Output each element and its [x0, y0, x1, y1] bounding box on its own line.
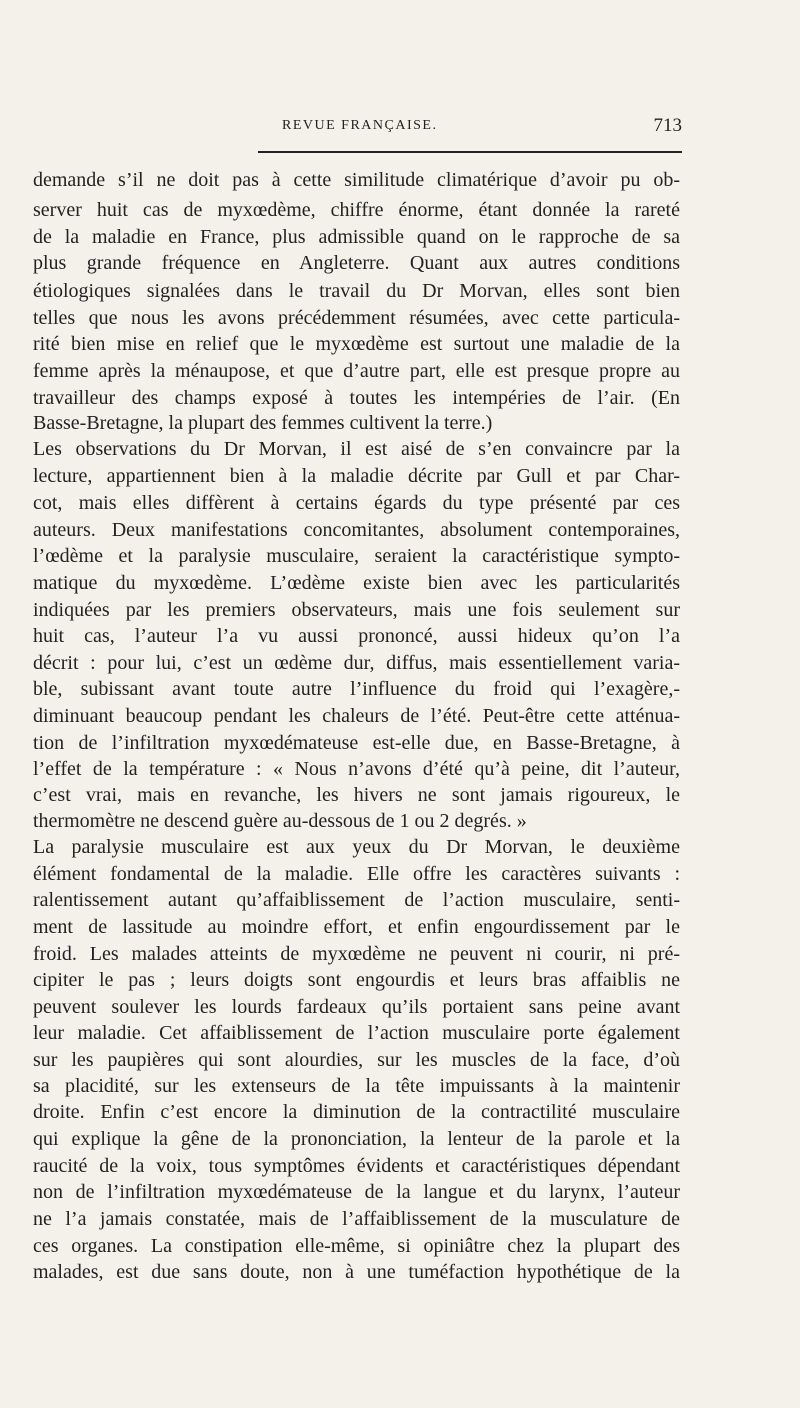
text-line: peuvent soulever les lourds fardeaux qu’ils portaient sans peine avant — [33, 996, 680, 1018]
text-line: La paralysie musculaire est aux yeux du Dr Morvan, le deuxième — [33, 836, 680, 858]
text-line: sur les paupières qui sont alourdies, sur les muscles de la face, d’où — [33, 1049, 680, 1071]
text-line: cipiter le pas ; leurs doigts sont engourdis et leurs bras affaiblis ne — [33, 969, 680, 991]
page-header — [258, 115, 682, 138]
text-line: ces organes. La constipation elle-même, si opiniâtre chez la plupart des — [33, 1235, 680, 1257]
text-line: plus grande fréquence en Angleterre. Quant aux autres conditions — [33, 252, 680, 274]
text-line: ralentissement autant qu’affaiblissement de l’action musculaire, senti- — [33, 889, 680, 911]
text-line: c’est vrai, mais en revanche, les hivers ne sont jamais rigoureux, le — [33, 784, 680, 806]
text-line: sa placidité, sur les extenseurs de la tête impuissants à la maintenir — [33, 1075, 680, 1097]
text-line: auteurs. Deux manifestations concomitantes, absolument contemporaines, — [33, 519, 680, 541]
text-line: raucité de la voix, tous symptômes évidents et caractéristiques dépendant — [33, 1155, 680, 1177]
text-line: server huit cas de myxœdème, chiffre énorme, étant donnée la rareté — [33, 199, 680, 221]
text-line: demande s’il ne doit pas à cette similitude climatérique d’avoir pu ob- — [33, 169, 680, 191]
text-line: ment de lassitude au moindre effort, et enfin engourdissement par le — [33, 916, 680, 938]
text-line: droite. Enfin c’est encore la diminution de la contractilité musculaire — [33, 1101, 680, 1123]
text-line: telles que nous les avons précédemment résumées, avec cette particula- — [33, 307, 680, 329]
text-line: thermomètre ne descend guère au-dessous de 1 ou 2 degrés. » — [33, 810, 527, 832]
text-line: élément fondamental de la maladie. Elle offre les caractères suivants : — [33, 863, 680, 885]
text-line: l’effet de la température : « Nous n’avons d’été qu’à peine, dit l’auteur, — [33, 758, 680, 780]
text-line: qui explique la gêne de la prononciation, la lenteur de la parole et la — [33, 1128, 680, 1150]
running-title: REVUE FRANÇAISE. — [282, 118, 438, 133]
text-line: travailleur des champs exposé à toutes les intempéries de l’air. (En — [33, 387, 680, 409]
text-line: Les observations du Dr Morvan, il est aisé de s’en convaincre par la — [33, 438, 680, 460]
page-number: 713 — [653, 115, 682, 136]
text-line: l’œdème et la paralysie musculaire, seraient la caractéristique sympto- — [33, 545, 680, 567]
text-line: diminuant beaucoup pendant les chaleurs de l’été. Peut-être cette atténua- — [33, 705, 680, 727]
header-rule — [258, 151, 682, 153]
text-line: indiquées par les premiers observateurs, mais une fois seulement sur — [33, 599, 680, 621]
text-line: tion de l’infiltration myxœdémateuse est-elle due, en Basse-Bretagne, à — [33, 732, 680, 754]
text-line: ble, subissant avant toute autre l’influence du froid qui l’exagère,- — [33, 678, 680, 700]
text-line: froid. Les malades atteints de myxœdème ne peuvent ni courir, ni pré- — [33, 943, 680, 965]
text-line: malades, est due sans doute, non à une tuméfaction hypothétique de la — [33, 1261, 680, 1283]
text-line: non de l’infiltration myxœdémateuse de la langue et du larynx, l’auteur — [33, 1181, 680, 1203]
text-line: leur maladie. Cet affaiblissement de l’action musculaire porte également — [33, 1022, 680, 1044]
text-line: de la maladie en France, plus admissible quand on le rapproche de sa — [33, 226, 680, 248]
text-line: ne l’a jamais constatée, mais de l’affaiblissement de la musculature de — [33, 1208, 680, 1230]
text-line: Basse-Bretagne, la plupart des femmes cultivent la terre.) — [33, 412, 493, 434]
text-line: huit cas, l’auteur l’a vu aussi prononcé, aussi hideux qu’on l’a — [33, 625, 680, 647]
text-line: matique du myxœdème. L’œdème existe bien avec les particularités — [33, 572, 680, 594]
text-line: lecture, appartiennent bien à la maladie décrite par Gull et par Char- — [33, 465, 680, 487]
text-line: femme après la ménaupose, et que d’autre part, elle est presque propre au — [33, 360, 680, 382]
text-line: décrit : pour lui, c’est un œdème dur, diffus, mais essentiellement varia- — [33, 652, 680, 674]
text-line: cot, mais elles diffèrent à certains égards du type présenté par ces — [33, 492, 680, 514]
text-line: étiologiques signalées dans le travail du Dr Morvan, elles sont bien — [33, 280, 680, 302]
text-line: rité bien mise en relief que le myxœdème est surtout une maladie de la — [33, 333, 680, 355]
